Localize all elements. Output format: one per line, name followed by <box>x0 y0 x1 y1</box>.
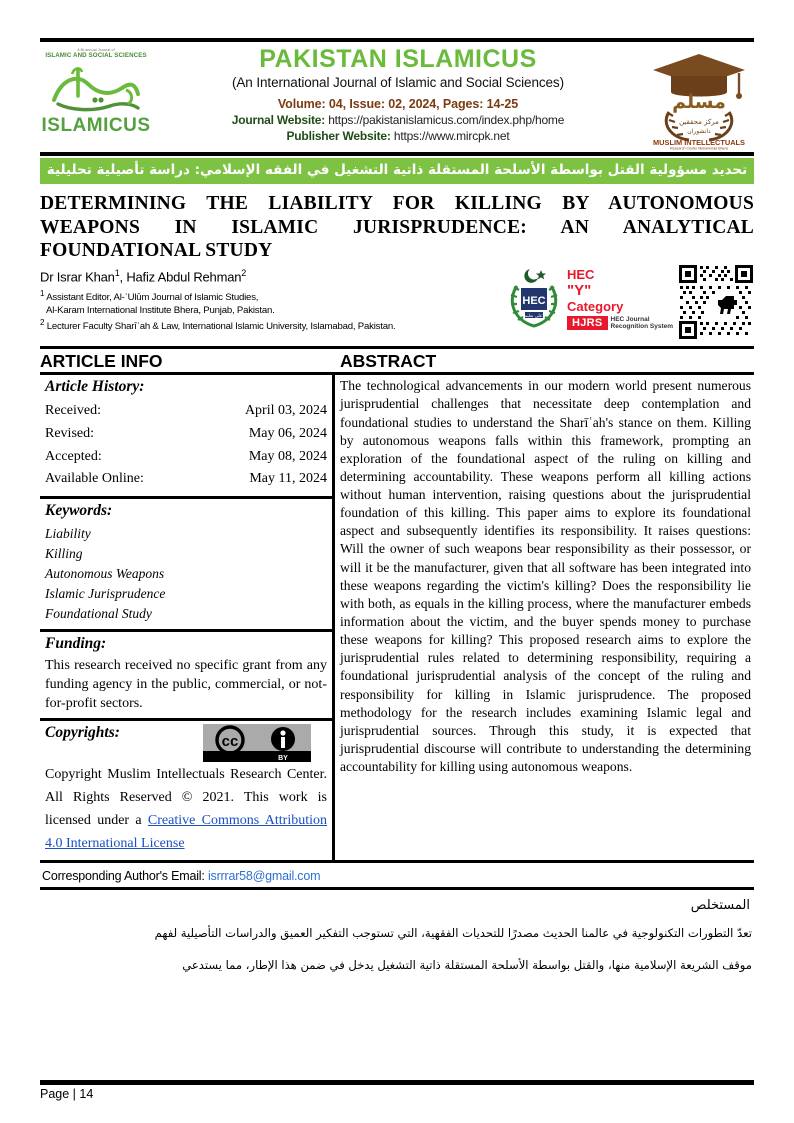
masthead-bottom-rule <box>40 152 754 156</box>
copyrights-head-row <box>45 724 327 762</box>
author-section-rule <box>40 346 754 349</box>
article-history-value: May 08, 2024 <box>248 448 327 464</box>
affiliation-1-line1: Assistant Editor, Al-ʿUlūm Journal of Islamic Studies, <box>46 291 259 303</box>
hec-label: HEC <box>566 267 595 283</box>
author-block <box>40 268 754 346</box>
article-info-heading: ARTICLE INFO <box>40 351 163 372</box>
funding-text: This research received no specific grant from any funding agency in the public, commercial, or not-for-profit sectors. <box>45 657 327 711</box>
recognition-badges <box>503 264 754 340</box>
islamicus-logo-caps-line: ISLAMIC AND SOCIAL SCIENCES <box>45 52 147 60</box>
article-history-value: May 11, 2024 <box>249 471 327 487</box>
volume-issue-line: Volume: 04, Issue: 02, 2024, Pages: 14-25 <box>277 97 519 112</box>
arabic-abstract-line-1: تعدّ التطورات التكنولوجية في عالمنا الحديث مصدرًا للتحديات الفقهية، التي تستوجب التفكير العميق والدراسات التأصيلية لفهم <box>154 926 752 941</box>
hec-category-letter: "Y" <box>566 281 592 299</box>
keyword-item: Islamic Jurisprudence <box>45 585 166 601</box>
copyrights-box <box>40 721 332 860</box>
creative-commons-by-icon <box>203 724 311 762</box>
corresponding-author-email[interactable]: isrrrar58@gmail.com <box>207 869 321 884</box>
hjrs-row <box>567 316 673 331</box>
page-title: DETERMINING THE LIABILITY FOR KILLING BY AUTONOMOUS WEAPONS IN ISLAMIC JURISPRUDENCE: AN ANALYTICAL FOUNDATIONAL STUDY <box>40 192 754 262</box>
qr-code-icon[interactable] <box>678 264 754 340</box>
affiliation-1-sup: 1 <box>40 288 45 298</box>
article-history-label: Received: <box>45 403 101 419</box>
page-number: Page | 14 <box>40 1087 94 1101</box>
copyrights-text-before-link: Copyright Muslim Intellectuals Research Center. All Rights Reserved © 2021. This work is licensed under a <box>45 767 327 828</box>
svg-text:BY: BY <box>278 755 288 763</box>
svg-text:اعلى تعليم: اعلى تعليم <box>524 314 544 320</box>
mirc-logo <box>644 44 754 150</box>
hjrs-badge: HJRS <box>567 316 608 330</box>
abstract-column <box>335 375 754 860</box>
article-history-box <box>40 375 332 499</box>
arabic-abstract-line-2: موقف الشريعة الإسلامية منها، والقتل بواسطة الأسلحة المستقلة ذاتية التشغيل يدخل في ضمن هذا الإطار، مما يستدعي <box>182 957 752 972</box>
article-history-row <box>45 400 327 423</box>
creative-commons-license-link[interactable]: Creative Commons Attribution 4.0 International License <box>45 812 327 851</box>
keyword-item: Liability <box>45 525 91 541</box>
islamicus-wordmark: ISLAMICUS <box>41 115 151 137</box>
keywords-box <box>40 499 332 632</box>
hec-category-text <box>567 264 673 330</box>
corresponding-author-label: Corresponding Author's Email: <box>42 869 205 884</box>
info-abstract-grid <box>40 372 754 863</box>
author-separator: , <box>119 269 127 285</box>
masthead <box>40 42 754 150</box>
arabic-title-bar: تحديد مسؤولية القتل بواسطة الأسلحة المستقلة ذاتية التشغيل في الفقه الإسلامي: دراسة تأصيلية تحليلية <box>40 158 754 184</box>
journal-subtitle: (An International Journal of Islamic and Social Sciences) <box>232 75 564 91</box>
author-1-sup: 1 <box>114 268 120 279</box>
hec-badge-group <box>503 264 673 336</box>
article-history-row <box>45 423 327 446</box>
abstract-text: The technological advancements in our modern world present numerous jurisprudential challenges that necessitate deep contemplation and foundational studies to understand the Sharīʿah's stance on them. Killing by autonomous weapons falls within this framework, prompting an exploration of the foundational aspect of the ruling on killing and determining accountability. These weapons perform all killing actions without human intervention, raising questions about the jurisprudential foundation of this killing. This paper aims to explore its foundational aspect and subsequently identifies its responsibility. It raises questions: Will the owner of such weapons bear responsibility as their possessor, or will it be the manufacturer, given that all software has been integrated into these weapons regarding the victim's killing? Does the responsibility lie with both, as equals in the killing process, where the manufacturer embeds information about the victim, and the buyer spends money to purchase these weapons for killing? This proposed research aims to explore the jurisprudential rules related to determining responsibility, requiring a foundational jurisprudential analysis of the concept of the ruling and responsibility for killing in Islamic jurisprudence. The proposed methodology for the research includes examining Islamic legal and jurisprudential sources. Through this study, it is expected that jurisprudential discourse will contribute to understanding the determining accountability for killing using autonomous weapons. <box>340 378 751 775</box>
article-info-column <box>40 375 335 860</box>
affiliation-1-line2: Al-Karam International Institute Bhera, Punjab, Pakistan. <box>46 304 275 316</box>
hec-emblem-icon <box>503 264 565 336</box>
arabic-calligraphy-icon <box>48 60 144 116</box>
keyword-item: Autonomous Weapons <box>45 565 165 581</box>
journal-website-url[interactable]: https://pakistanislamicus.com/index.php/home <box>328 113 565 128</box>
article-history-value: April 03, 2024 <box>244 403 327 419</box>
article-history-label: Available Online: <box>45 471 144 487</box>
publisher-website-line <box>156 129 640 143</box>
keyword-item: Killing <box>45 545 83 561</box>
hjrs-caption-line2: Recognition System <box>610 322 673 330</box>
svg-text:MUSLIM INTELLECTUALS: MUSLIM INTELLECTUALS <box>653 138 745 147</box>
article-history-label: Accepted: <box>45 448 102 464</box>
svg-text:دانشوران: دانشوران <box>687 128 711 135</box>
svg-text:HEC: HEC <box>522 295 546 308</box>
journal-first-page <box>40 38 754 1088</box>
affiliation-2-line1: Lecturer Faculty Sharīʿah & Law, International Islamic University, Islamabad, Pakistan. <box>46 320 396 332</box>
keywords-heading: Keywords: <box>45 501 113 519</box>
journal-website-label: Journal Website: <box>231 113 326 128</box>
islamicus-logo-tiny-line: A Bi-annual Journal of <box>77 48 115 52</box>
abstract-heading: ABSTRACT <box>340 351 437 372</box>
islamicus-logo <box>40 44 152 150</box>
copyrights-text <box>45 764 327 855</box>
copyrights-heading: Copyrights: <box>45 724 120 742</box>
graduation-cap-icon <box>649 46 749 150</box>
page-footer <box>40 1080 754 1101</box>
svg-text:مركز محققين: مركز محققين <box>679 118 719 126</box>
affiliation-2-sup: 2 <box>40 317 45 327</box>
funding-box <box>40 632 332 722</box>
funding-heading: Funding: <box>45 634 107 652</box>
article-history-label: Revised: <box>45 425 94 441</box>
author-name-2: Hafiz Abdul Rehman <box>126 269 242 285</box>
author-name-1: Dr Israr Khan <box>40 269 115 285</box>
article-history-value: May 06, 2024 <box>248 425 327 441</box>
publisher-website-label: Publisher Website: <box>286 129 391 144</box>
article-history-heading: Article History: <box>45 378 145 396</box>
svg-text:cc: cc <box>221 733 239 751</box>
journal-title: PAKISTAN ISLAMICUS <box>259 45 537 73</box>
masthead-center <box>152 44 644 150</box>
keyword-item: Foundational Study <box>45 605 152 621</box>
publisher-website-url[interactable]: https://www.mircpk.net <box>393 129 510 144</box>
svg-text:مسلم: مسلم <box>672 91 726 113</box>
author-2-sup: 2 <box>241 268 247 279</box>
hec-category-word: Category <box>566 298 624 314</box>
article-history-row <box>45 446 327 469</box>
arabic-abstract-heading: المستخلص <box>690 898 750 914</box>
journal-website-line <box>156 113 640 127</box>
corresponding-author <box>40 863 754 887</box>
svg-text:Research Center Muhammad Bhera: Research Center Muhammad Bhera <box>670 146 728 150</box>
article-history-row <box>45 468 327 491</box>
section-headings <box>40 351 754 372</box>
hjrs-caption-line1: HEC Journal <box>610 315 650 323</box>
hjrs-caption <box>611 316 673 331</box>
